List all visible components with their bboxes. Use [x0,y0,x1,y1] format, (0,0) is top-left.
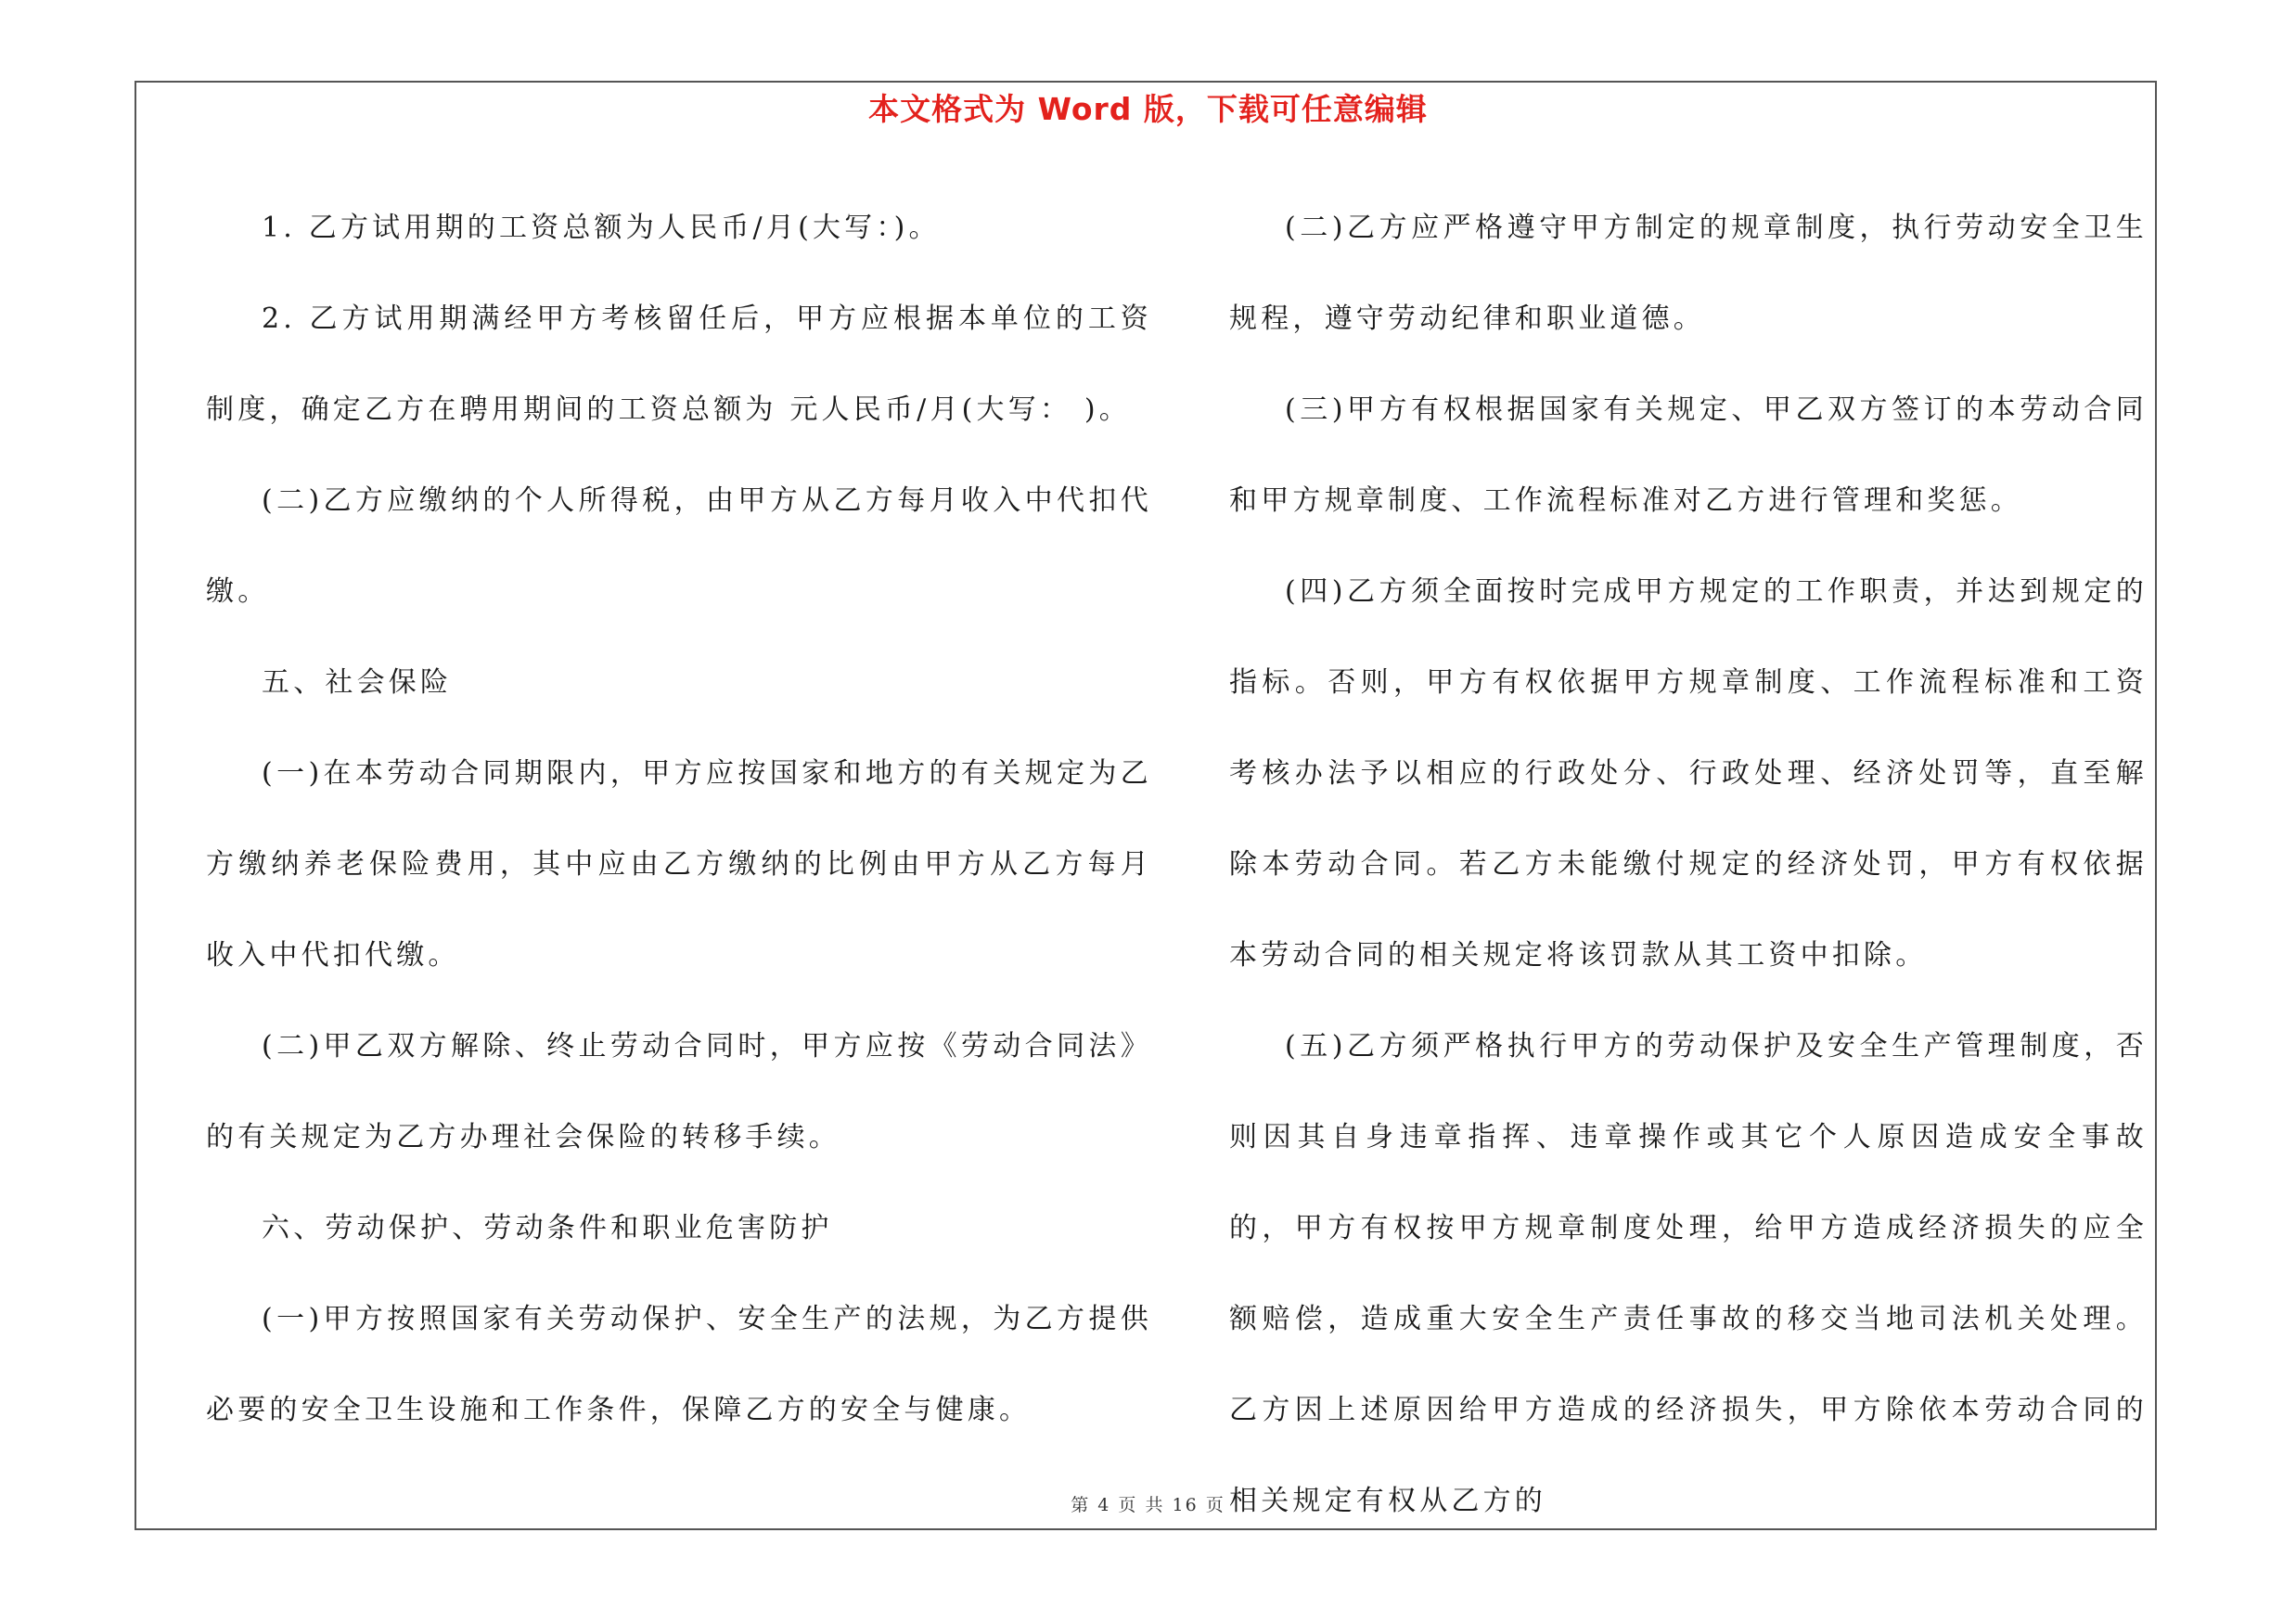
paragraph: (一)在本劳动合同期限内，甲方应按国家和地方的有关规定为乙方缴纳养老保险费用，其中应由乙方缴纳的比例由甲方从乙方每月收入中代扣代缴。 [206,757,1152,972]
page-number-footer: 第 4 页 共 16 页 [1071,1495,1225,1515]
paragraph: (二)乙方应严格遵守甲方制定的规章制度，执行劳动安全卫生规程，遵守劳动纪律和职业道德。 [1229,212,2148,335]
right-column [1229,183,2148,1547]
section-heading: 五、社会保险 [262,666,453,699]
header-banner: 本文格式为 Word 版，下载可任意编辑 [868,91,1428,127]
paragraph: (二)乙方应缴纳的个人所得税，由甲方从乙方每月收入中代扣代缴。 [206,484,1152,608]
paragraph: 2. 乙方试用期满经甲方考核留任后，甲方应根据本单位的工资制度，确定乙方在聘用期间的工资总额为 元人民币/月(大写： )。 [206,303,1152,426]
section-heading: 六、劳动保护、劳动条件和职业危害防护 [262,1212,833,1244]
paragraph: 1. 乙方试用期的工资总额为人民币/月(大写：)。 [262,212,941,244]
left-column [206,183,1152,1456]
paragraph: (一)甲方按照国家有关劳动保护、安全生产的法规，为乙方提供必要的安全卫生设施和工作条件，保障乙方的安全与健康。 [206,1303,1152,1426]
paragraph: (五)乙方须严格执行甲方的劳动保护及安全生产管理制度，否则因其自身违章指挥、违章操作或其它个人原因造成安全事故的，甲方有权按甲方规章制度处理，给甲方造成经济损失的应全额赔偿，造成重大安全生产责任事故的移交当地司法机关处理。乙方因上述原因给甲方造成的经济损失，甲方除依本劳动合同的相关规定有权从乙方的 [1229,1030,2148,1517]
paragraph: (三)甲方有权根据国家有关规定、甲乙双方签订的本劳动合同和甲方规章制度、工作流程标准对乙方进行管理和奖惩。 [1229,393,2148,517]
paragraph: (四)乙方须全面按时完成甲方规定的工作职责，并达到规定的指标。否则，甲方有权依据甲方规章制度、工作流程标准和工资考核办法予以相应的行政处分、行政处理、经济处罚等，直至解除本劳动合同。若乙方未能缴付规定的经济处罚，甲方有权依据本劳动合同的相关规定将该罚款从其工资中扣除。 [1229,575,2148,972]
paragraph: (二)甲乙双方解除、终止劳动合同时，甲方应按《劳动合同法》的有关规定为乙方办理社会保险的转移手续。 [206,1030,1152,1153]
